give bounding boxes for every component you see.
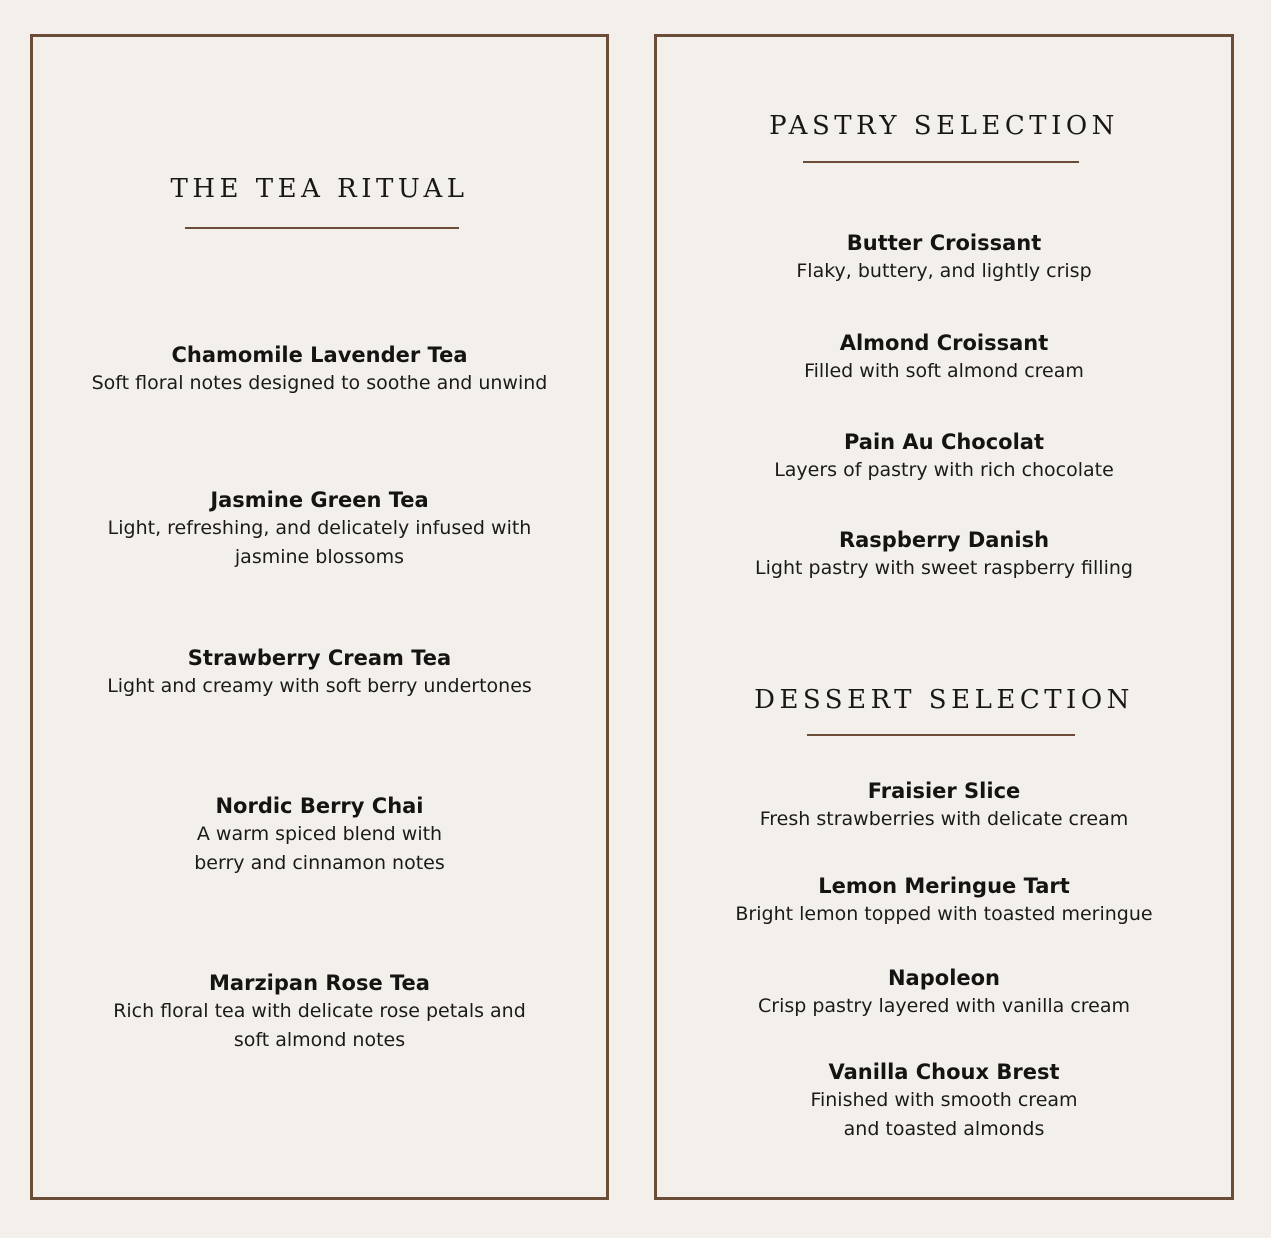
pastry-item-name: Almond Croissant [839, 331, 1049, 355]
pastry-item [657, 229, 1231, 286]
tea-item-name: Nordic Berry Chai [215, 794, 424, 818]
tea-item-description: Rich floral tea with delicate rose petals and soft almond notes [113, 1000, 526, 1051]
tea-item [33, 341, 606, 398]
tea-item [33, 486, 606, 572]
dessert-item-description: Bright lemon topped with toasted meringue [735, 903, 1153, 925]
tea-item-name: Marzipan Rose Tea [209, 971, 430, 995]
pastry-item-name: Raspberry Danish [838, 528, 1050, 552]
dessert-section-heading: DESSERT SELECTION [754, 685, 1134, 715]
pastry-item [657, 329, 1231, 386]
tea-item-description: Light and creamy with soft berry undertones [107, 675, 532, 697]
tea-item-description: Light, refreshing, and delicately infused with jasmine blossoms [107, 517, 532, 568]
pastry-item [657, 526, 1231, 583]
dessert-heading-divider [807, 734, 1075, 736]
dessert-item-name: Fraisier Slice [867, 779, 1021, 803]
dessert-item-name: Lemon Meringue Tart [818, 874, 1070, 898]
tea-item-name: Jasmine Green Tea [210, 488, 429, 512]
pastry-section-heading: PASTRY SELECTION [769, 111, 1119, 141]
dessert-item-name: Napoleon [887, 966, 1001, 990]
pastry-item-description: Layers of pastry with rich chocolate [774, 459, 1114, 481]
tea-section-heading: THE TEA RITUAL [170, 174, 469, 204]
pastry-heading-divider [803, 161, 1079, 163]
pastry-item-description: Flaky, buttery, and lightly crisp [796, 260, 1092, 282]
pastry-item-name: Pain Au Chocolat [843, 430, 1045, 454]
tea-item-name: Chamomile Lavender Tea [171, 343, 468, 367]
tea-item [33, 792, 606, 878]
dessert-item-description: Finished with smooth cream and toasted almonds [810, 1089, 1078, 1140]
dessert-item-description: Fresh strawberries with delicate cream [759, 808, 1129, 830]
tea-heading-divider [185, 227, 459, 229]
pastry-item-description: Filled with soft almond cream [804, 360, 1084, 382]
pastry-dessert-menu-panel [654, 34, 1234, 1200]
dessert-item-description: Crisp pastry layered with vanilla cream [757, 995, 1131, 1017]
tea-item-description: A warm spiced blend with berry and cinnamon notes [194, 823, 445, 874]
pastry-item [657, 428, 1231, 485]
dessert-item-name: Vanilla Choux Brest [828, 1060, 1060, 1084]
pastry-item-description: Light pastry with sweet raspberry filling [755, 557, 1133, 579]
dessert-item [657, 872, 1231, 929]
tea-item [33, 969, 606, 1055]
tea-item [33, 644, 606, 701]
tea-menu-panel [30, 34, 609, 1200]
tea-item-description: Soft floral notes designed to soothe and unwind [91, 372, 548, 394]
pastry-item-name: Butter Croissant [846, 231, 1042, 255]
dessert-item [657, 777, 1231, 834]
dessert-item [657, 964, 1231, 1021]
dessert-item [657, 1058, 1231, 1144]
tea-item-name: Strawberry Cream Tea [187, 646, 452, 670]
